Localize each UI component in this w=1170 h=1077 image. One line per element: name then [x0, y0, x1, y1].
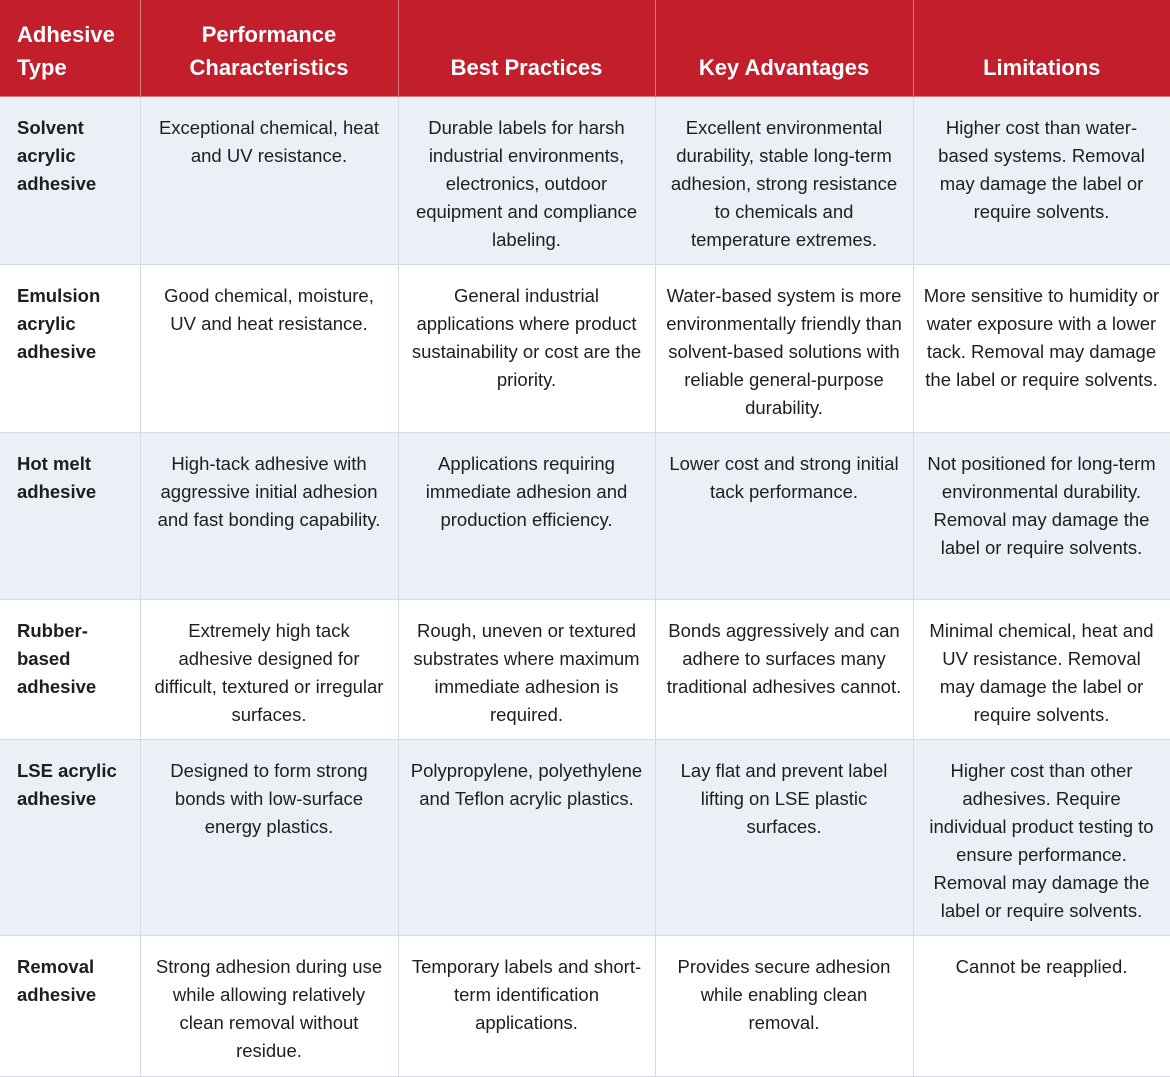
header-performance: Performance Characteristics — [140, 0, 398, 96]
cell-adhesive-type: Solvent acrylic adhesive — [0, 96, 140, 264]
header-key-advantages: Key Advantages — [655, 0, 913, 96]
header-adhesive-type: Adhesive Type — [0, 0, 140, 96]
cell-performance: High-tack adhesive with aggressive initial adhesion and fast bonding capability. — [140, 432, 398, 599]
cell-best-practices: Applications requiring immediate adhesion and production efficiency. — [398, 432, 655, 599]
table-row — [0, 96, 1170, 264]
cell-best-practices: Polypropylene, polyethylene and Teflon acrylic plastics. — [398, 739, 655, 935]
table-header — [0, 0, 1170, 96]
cell-key-advantages: Bonds aggressively and can adhere to surfaces many traditional adhesives cannot. — [655, 599, 913, 739]
cell-limitations: More sensitive to humidity or water exposure with a lower tack. Removal may damage the label or require solvents. — [913, 264, 1170, 432]
cell-limitations: Higher cost than other adhesives. Require individual product testing to ensure performance. Removal may damage the label or require solvents. — [913, 739, 1170, 935]
table-row — [0, 739, 1170, 935]
table-row — [0, 935, 1170, 1076]
cell-best-practices: General industrial applications where product sustainability or cost are the priority. — [398, 264, 655, 432]
cell-best-practices: Durable labels for harsh industrial environments, electronics, outdoor equipment and compliance labeling. — [398, 96, 655, 264]
cell-performance: Exceptional chemical, heat and UV resistance. — [140, 96, 398, 264]
cell-key-advantages: Lower cost and strong initial tack performance. — [655, 432, 913, 599]
cell-adhesive-type: LSE acrylic adhesive — [0, 739, 140, 935]
cell-key-advantages: Excellent environmental durability, stable long-term adhesion, strong resistance to chemicals and temperature extremes. — [655, 96, 913, 264]
cell-performance: Extremely high tack adhesive designed for difficult, textured or irregular surfaces. — [140, 599, 398, 739]
cell-adhesive-type: Hot melt adhesive — [0, 432, 140, 599]
cell-performance: Designed to form strong bonds with low-surface energy plastics. — [140, 739, 398, 935]
cell-limitations: Higher cost than water-based systems. Removal may damage the label or require solvents. — [913, 96, 1170, 264]
cell-best-practices: Temporary labels and short-term identification applications. — [398, 935, 655, 1076]
cell-key-advantages: Provides secure adhesion while enabling clean removal. — [655, 935, 913, 1076]
cell-limitations: Cannot be reapplied. — [913, 935, 1170, 1076]
cell-adhesive-type: Removal adhesive — [0, 935, 140, 1076]
header-row — [0, 0, 1170, 96]
cell-limitations: Not positioned for long-term environmental durability. Removal may damage the label or require solvents. — [913, 432, 1170, 599]
table-row — [0, 432, 1170, 599]
cell-performance: Strong adhesion during use while allowing relatively clean removal without residue. — [140, 935, 398, 1076]
table-body — [0, 96, 1170, 1076]
table-row — [0, 264, 1170, 432]
cell-adhesive-type: Rubber-based adhesive — [0, 599, 140, 739]
cell-key-advantages: Lay flat and prevent label lifting on LSE plastic surfaces. — [655, 739, 913, 935]
header-best-practices: Best Practices — [398, 0, 655, 96]
cell-limitations: Minimal chemical, heat and UV resistance. Removal may damage the label or require solvents. — [913, 599, 1170, 739]
cell-best-practices: Rough, uneven or textured substrates where maximum immediate adhesion is required. — [398, 599, 655, 739]
header-limitations: Limitations — [913, 0, 1170, 96]
cell-adhesive-type: Emulsion acrylic adhesive — [0, 264, 140, 432]
table-row — [0, 599, 1170, 739]
cell-key-advantages: Water-based system is more environmentally friendly than solvent-based solutions with reliable general-purpose durability. — [655, 264, 913, 432]
cell-performance: Good chemical, moisture, UV and heat resistance. — [140, 264, 398, 432]
